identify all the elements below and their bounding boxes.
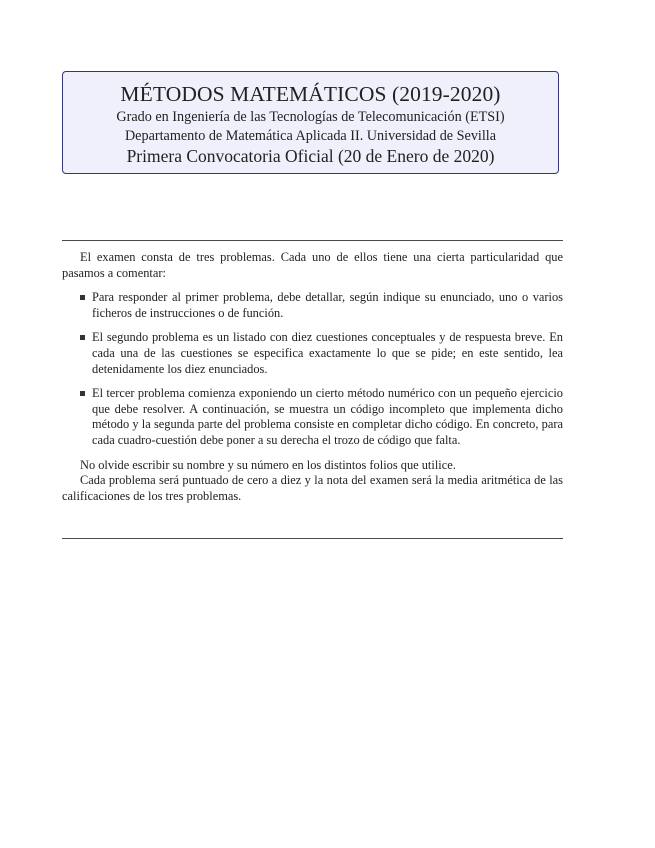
top-divider <box>62 240 563 241</box>
department-line: Departamento de Matemática Aplicada II. Universidad de Sevilla <box>124 128 497 144</box>
list-item <box>92 386 563 448</box>
exam-header-box <box>62 71 559 174</box>
list-item-text: El segundo problema es un listado con diez cuestiones conceptuales y de respuesta breve. En cada una de las cuestiones se especifica exactamente lo que se pide; en este sentido, lea detenidamente los diez enunciados. <box>92 330 563 376</box>
list-item <box>92 290 563 321</box>
bottom-divider <box>62 538 563 539</box>
bullet-square-icon <box>80 295 85 300</box>
instructions-section <box>62 250 563 504</box>
problem-list <box>62 290 563 448</box>
name-note-paragraph: No olvide escribir su nombre y su número en los distintos folios que utilice. <box>80 457 456 472</box>
bullet-square-icon <box>80 391 85 396</box>
list-item <box>92 330 563 377</box>
intro-paragraph: El examen consta de tres problemas. Cada uno de ellos tiene una cierta particularidad que pasamos a comentar: <box>62 250 563 280</box>
exam-call-line: Primera Convocatoria Oficial (20 de Enero de 2020) <box>126 146 495 166</box>
grading-note-paragraph: Cada problema será puntuado de cero a diez y la nota del examen será la media aritmética de las calificaciones de los tres problemas. <box>62 473 563 503</box>
bullet-square-icon <box>80 335 85 340</box>
list-item-text: Para responder al primer problema, debe detallar, según indique su enunciado, uno o varios ficheros de instrucciones o de función. <box>92 290 563 320</box>
list-item-text: El tercer problema comienza exponiendo un cierto método numérico con un pequeño ejercicio que debe resolver. A continuación, se muestra un código incompleto que implementa dicho método y la segunda parte del problema consiste en completar dicho código. En concreto, para cada cuadro-cuestión debe poner a su derecha el trozo de código que falta. <box>92 386 563 447</box>
degree-line: Grado en Ingeniería de las Tecnologías de Telecomunicación (ETSI) <box>116 109 505 125</box>
course-title: MÉTODOS MATEMÁTICOS (2019-2020) <box>120 82 501 106</box>
